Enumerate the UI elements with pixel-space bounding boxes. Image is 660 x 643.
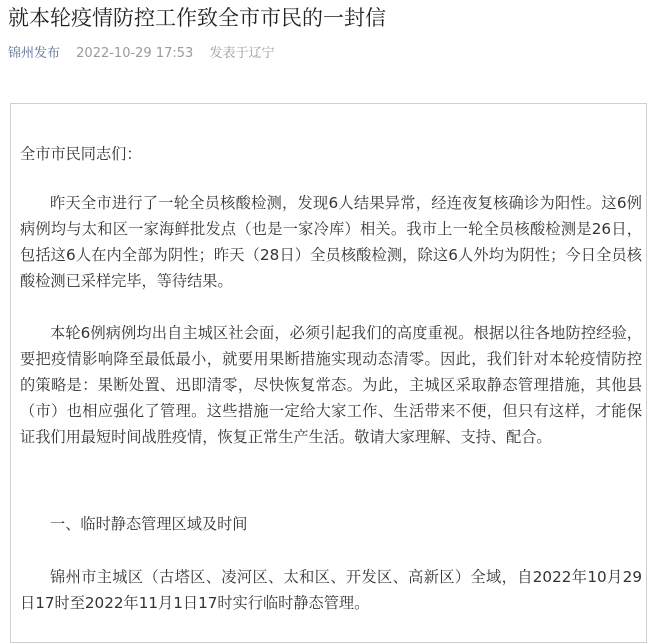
paragraph: 昨天全市进行了一轮全员核酸检测，发现6人结果异常，经连夜复核确诊为阳性。这6例病例均与太和区一家海鲜批发点（也是一家冷库）相关。我市上一轮全员核酸检测是26日，包括这6人在内全部为阴性；昨天（28日）全员核酸检测，除这6人外均为阴性；今日全员核酸检测已采样完毕，等待结果。 bbox=[20, 194, 642, 290]
article-meta bbox=[8, 44, 274, 64]
publish-location: 发表于辽宁 bbox=[209, 46, 275, 61]
publish-time: 2022-10-29 17:53 bbox=[76, 46, 194, 61]
paragraph: 本轮6例病例均出自主城区社会面，必须引起我们的高度重视。根据以往各地防控经验，要把疫情影响降至最低最小，就要用果断措施实现动态清零。因此，我们针对本轮疫情防控的策略是：果断处置、迅即清零，尽快恢复常态。为此，主城区采取静态管理措施，其他县（市）也相应强化了管理。这些措施一定给大家工作、生活带来不便，但只有这样，才能保证我们用最短时间战胜疫情，恢复正常生产生活。敬请大家理解、支持、配合。 bbox=[20, 324, 642, 446]
paragraph: 锦州市主城区（古塔区、凌河区、太和区、开发区、高新区）全域，自2022年10月29日17时至2022年11月1日17时实行临时静态管理。 bbox=[20, 568, 642, 612]
article-title: 就本轮疫情防控工作致全市市民的一封信 bbox=[8, 6, 386, 30]
section-heading: 一、临时静态管理区域及时间 bbox=[50, 515, 248, 533]
salutation: 全市市民同志们： bbox=[20, 145, 142, 163]
account-name-link[interactable]: 锦州发布 bbox=[8, 46, 61, 61]
